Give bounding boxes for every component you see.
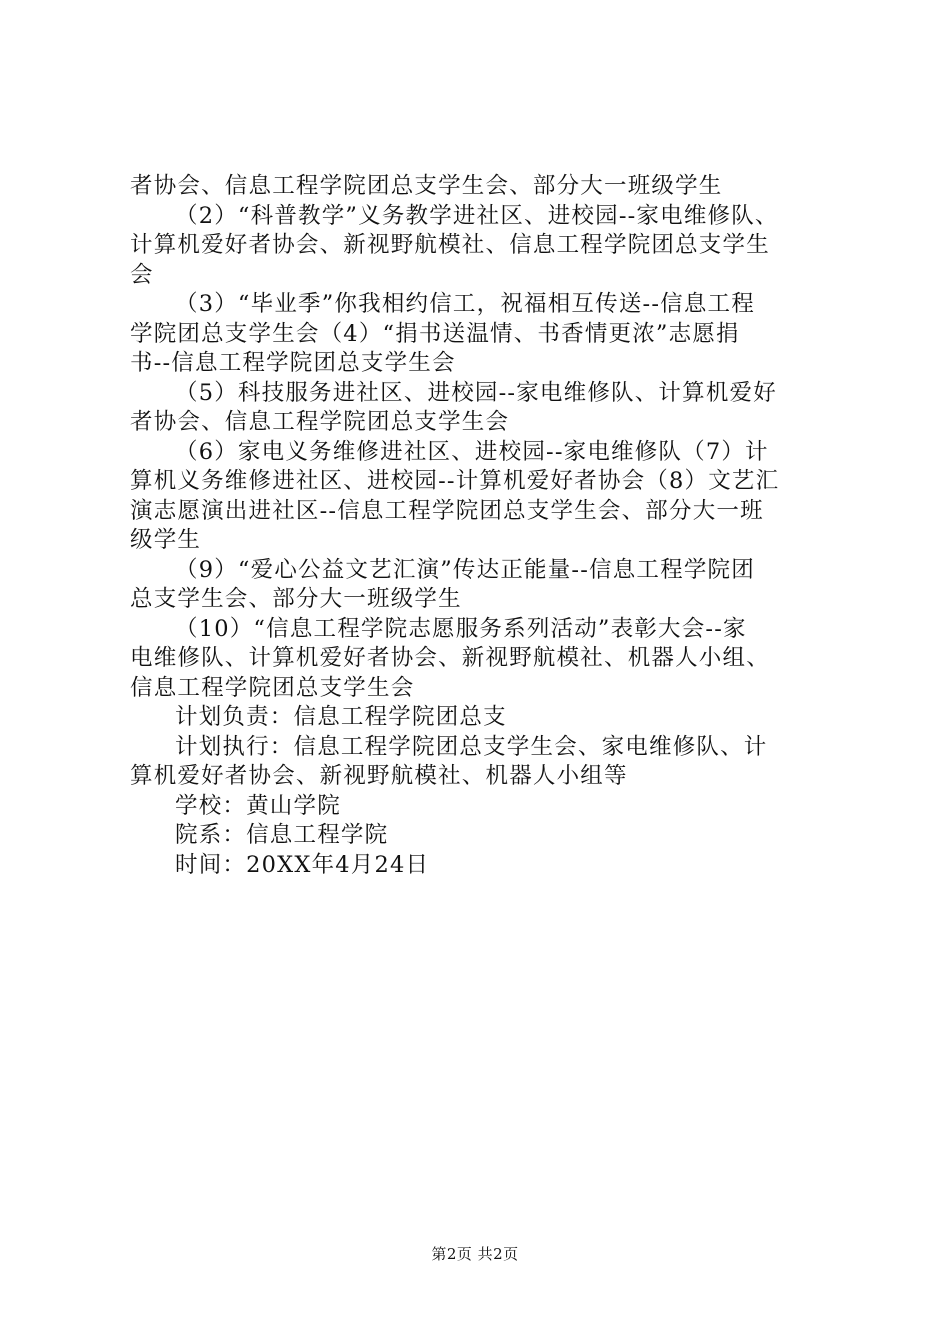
text-line: 信息工程学院团总支学生会 bbox=[130, 674, 415, 701]
page-footer: 第2页 共2页 bbox=[431, 1245, 519, 1263]
text-line: 学院团总支学生会（4）“捐书送温情、书香情更浓”志愿捐 bbox=[130, 320, 740, 347]
text-line: （2）“科普教学”义务教学进社区、进校园--家电维修队、 bbox=[175, 202, 779, 229]
text-line: 算机爱好者协会、新视野航模社、机器人小组等 bbox=[130, 763, 628, 789]
text-line: （9）“爱心公益文艺汇演”传达正能量--信息工程学院团 bbox=[175, 556, 755, 583]
text-line: 计划执行：信息工程学院团总支学生会、家电维修队、计 bbox=[175, 733, 768, 760]
text-line: （3）“毕业季”你我相约信工，祝福相互传送--信息工程 bbox=[175, 291, 755, 317]
text-line: 电维修队、计算机爱好者协会、新视野航模社、机器人小组、 bbox=[130, 645, 770, 671]
text-line: 院系：信息工程学院 bbox=[175, 822, 389, 848]
text-line: 计划负责：信息工程学院团总支 bbox=[175, 704, 507, 730]
text-line: 书--信息工程学院团总支学生会 bbox=[130, 350, 456, 376]
text-line: 者协会、信息工程学院团总支学生会 bbox=[130, 409, 510, 435]
text-line: 者协会、信息工程学院团总支学生会、部分大一班级学生 bbox=[130, 173, 723, 199]
text-line: 级学生 bbox=[130, 527, 202, 553]
text-line: （6）家电义务维修进社区、进校园--家电维修队（7）计 bbox=[175, 438, 769, 465]
text-line: 总支学生会、部分大一班级学生 bbox=[130, 586, 462, 612]
text-line: 算机义务维修进社区、进校园--计算机爱好者协会（8）文艺汇 bbox=[130, 468, 780, 494]
text-line: （5）科技服务进社区、进校园--家电维修队、计算机爱好 bbox=[175, 379, 777, 406]
text-line: 会 bbox=[130, 261, 154, 288]
text-line: 计算机爱好者协会、新视野航模社、信息工程学院团总支学生 bbox=[130, 232, 770, 258]
document-body bbox=[130, 172, 830, 880]
text-line: 演志愿演出进社区--信息工程学院团总支学生会、部分大一班 bbox=[130, 497, 764, 524]
text-line: 时间：20XX年4月24日 bbox=[175, 851, 430, 878]
text-line: 学校：黄山学院 bbox=[175, 792, 341, 819]
text-line: （10）“信息工程学院志愿服务系列活动”表彰大会--家 bbox=[175, 615, 747, 642]
